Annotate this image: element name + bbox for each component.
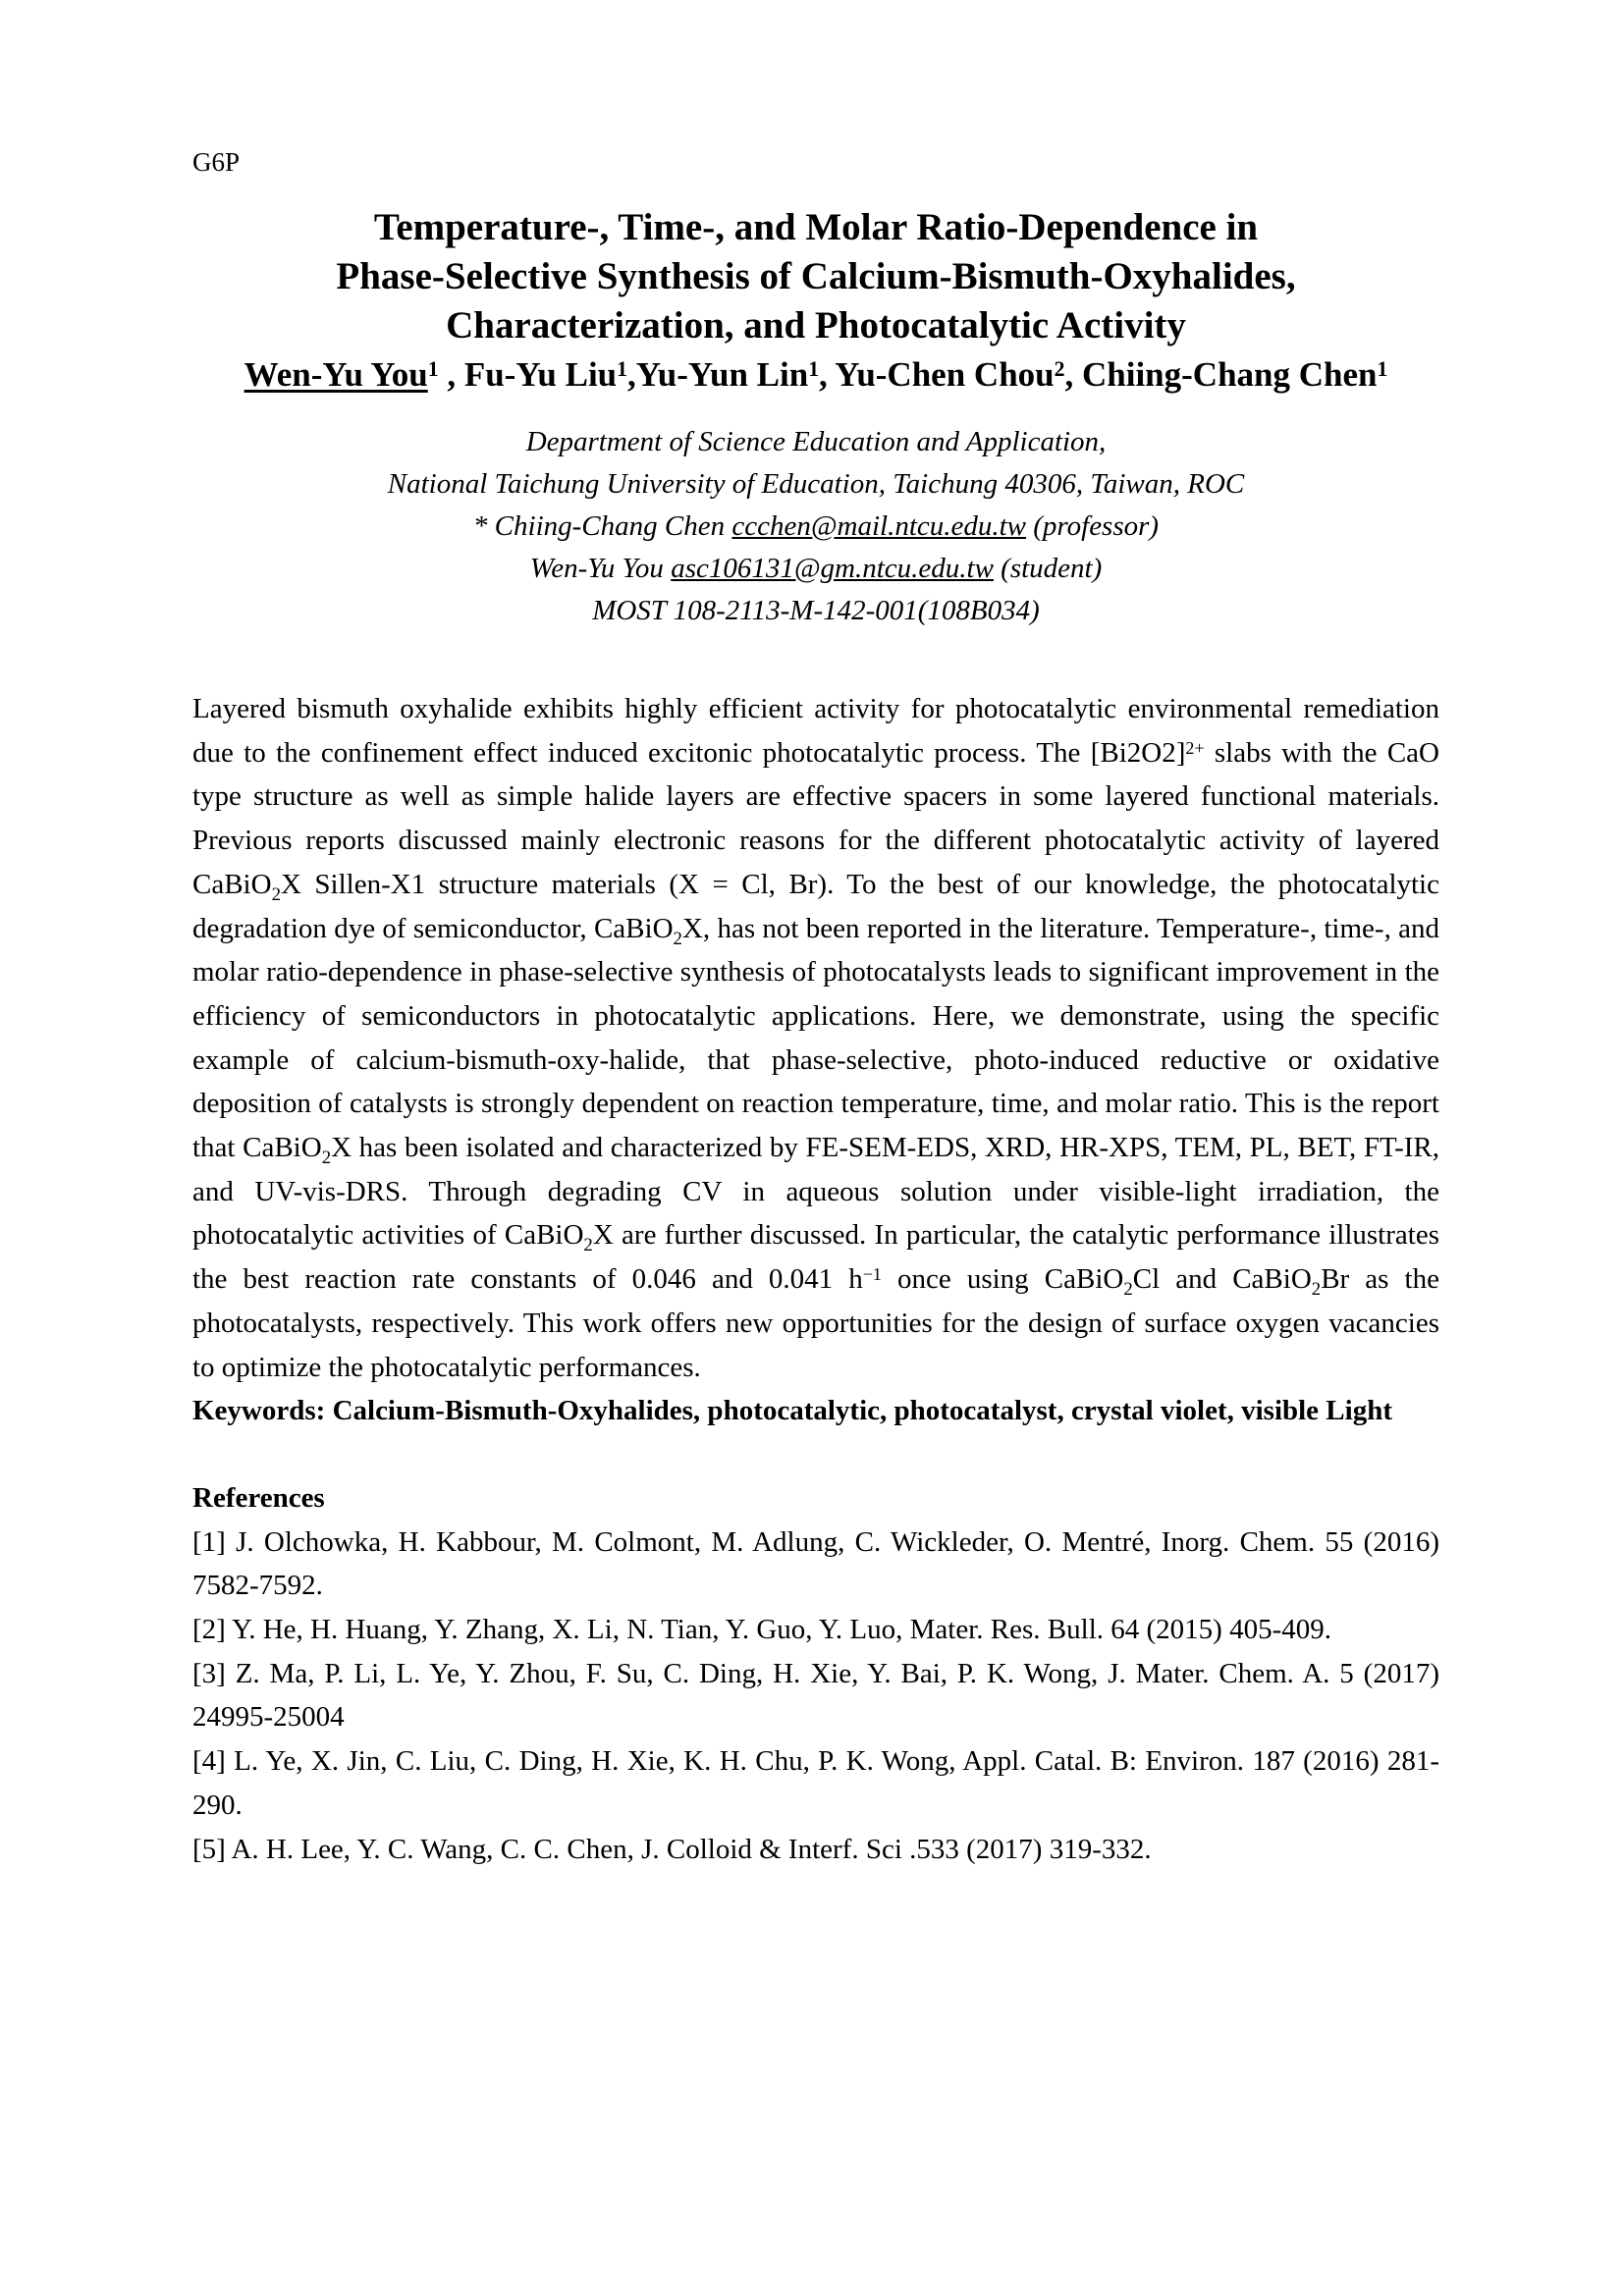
- subscript: 2: [583, 1235, 593, 1256]
- author-list: [192, 350, 1439, 400]
- author-affil-mark: 1: [1377, 357, 1388, 382]
- reference-item: [5] A. H. Lee, Y. C. Wang, C. C. Chen, J. Colloid & Interf. Sci .533 (2017) 319-332.: [192, 1833, 1152, 1865]
- author-separator: ,: [626, 355, 636, 394]
- abstract-text: slabs with the CaO type structure as well as simple halide layers are effective spacers in some layered functional materials. Previous reports discussed mainly electronic reasons for the different photocatalytic activity of layered CaBiO: [192, 736, 1439, 900]
- author-presenter: Wen-Yu You: [244, 355, 428, 394]
- abstract-text: once using CaBiO: [881, 1263, 1124, 1296]
- author-affil-mark: 2: [1054, 357, 1065, 382]
- affiliation-block: [192, 421, 1439, 632]
- reference-item: [1] J. Olchowka, H. Kabbour, M. Colmont, M. Adlung, C. Wickleder, O. Mentré, Inorg. Chem. 55 (2016) 7582-7592.: [192, 1525, 1439, 1602]
- title-line-3: Characterization, and Photocatalytic Activity: [446, 304, 1186, 347]
- abstract-text: Br as the photocatalysts, respectively. This work offers new opportunities for the design of surface oxygen vacancies to optimize the photocatalytic performances.: [192, 1263, 1439, 1383]
- affiliation-department: Department of Science Education and Application,: [525, 426, 1107, 457]
- session-code: G6P: [192, 147, 241, 177]
- affiliation-university: National Taichung University of Education, Taichung 40306, Taiwan, ROC: [387, 468, 1245, 500]
- subscript: 2: [271, 883, 281, 905]
- paper-title: [192, 203, 1439, 350]
- unit-superscript: −1: [862, 1264, 882, 1285]
- email-link[interactable]: ccchen@mail.ntcu.edu.tw: [731, 510, 1027, 542]
- abstract-text: X Sillen-X1 structure materials (X = Cl, Br). To the best of our knowledge, the photocatalytic degradation dye of semiconductor, CaBiO: [192, 868, 1439, 944]
- subscript: 2: [673, 928, 682, 949]
- author-separator: ,: [1064, 355, 1082, 394]
- references-heading: References: [192, 1481, 325, 1514]
- abstract-text: X has been isolated and characterized by FE-SEM-EDS, XRD, HR-XPS, TEM, PL, BET, FT-IR, and UV-vis-DRS. Through degrading CV in aqueous solution under visible-light irradiation, the photocatalytic activities of CaBiO: [192, 1132, 1439, 1252]
- abstract-text: Layered bismuth oxyhalide exhibits highly efficient activity for photocatalytic environmental remediation due to the confinement effect induced excitonic photocatalytic process. The [Bi2O2]: [192, 693, 1439, 769]
- contact-role: (professor): [1026, 510, 1160, 542]
- abstract-text: X are further discussed. In particular, the catalytic performance illustrates the best reaction rate constants of 0.046 and 0.041 h: [192, 1219, 1439, 1296]
- contact-professor: [192, 506, 1439, 548]
- author-affil-mark: 1: [808, 357, 820, 382]
- abstract-text: X, has not been reported in the literature. Temperature-, time-, and molar ratio-dependence in phase-selective synthesis of photocatalysts leads to significant improvement in the efficiency of semiconductors in photocatalytic applications. Here, we demonstrate, using the specific example of calcium-bismuth-oxy-halide, that phase-selective, photo-induced reductive or oxidative deposition of catalysts is strongly dependent on reaction temperature, time, and molar ratio. This is the report that CaBiO: [192, 912, 1440, 1164]
- contact-role: (student): [993, 553, 1103, 584]
- subscript: 2: [1311, 1278, 1322, 1300]
- title-line-2: Phase-Selective Synthesis of Calcium-Bismuth-Oxyhalides,: [336, 255, 1296, 297]
- keywords: Keywords: Calcium-Bismuth-Oxyhalides, photocatalytic, photocatalyst, crystal violet, visible Light: [192, 1395, 1392, 1427]
- paper-page: [192, 147, 1439, 1871]
- author-name: Chiing-Chang Chen: [1081, 355, 1378, 394]
- subscript: 2: [1123, 1278, 1133, 1300]
- contact-name: * Chiing-Chang Chen: [472, 510, 732, 542]
- grant-number: MOST 108-2113-M-142-001(108B034): [592, 595, 1040, 626]
- author-name: Fu-Yu Liu: [463, 355, 618, 394]
- title-line-1: Temperature-, Time-, and Molar Ratio-Dependence in: [373, 206, 1259, 248]
- abstract-text: Cl and CaBiO: [1132, 1263, 1312, 1296]
- contact-name: Wen-Yu You: [529, 553, 672, 584]
- email-link[interactable]: asc106131@gm.ntcu.edu.tw: [671, 553, 994, 584]
- charge-superscript: 2+: [1185, 737, 1205, 758]
- reference-item: [2] Y. He, H. Huang, Y. Zhang, X. Li, N. Tian, Y. Guo, Y. Luo, Mater. Res. Bull. 64 (2015) 405-409.: [192, 1614, 1331, 1646]
- contact-student: [192, 548, 1439, 590]
- reference-item: [4] L. Ye, X. Jin, C. Liu, C. Ding, H. Xie, K. H. Chu, P. K. Wong, Appl. Catal. B: Environ. 187 (2016) 281-290.: [192, 1745, 1439, 1821]
- author-affil-mark: 1: [427, 357, 439, 382]
- author-separator: ,: [819, 355, 836, 394]
- abstract-paragraph: [192, 687, 1439, 1389]
- author-separator: ,: [438, 355, 464, 394]
- author-affil-mark: 1: [617, 357, 627, 382]
- subscript: 2: [321, 1147, 332, 1168]
- author-name: Yu-Chen Chou: [835, 355, 1055, 394]
- reference-item: [3] Z. Ma, P. Li, L. Ye, Y. Zhou, F. Su, C. Ding, H. Xie, Y. Bai, P. K. Wong, J. Mater. Chem. A. 5 (2017) 24995-25004: [192, 1657, 1439, 1734]
- author-name: Yu-Yun Lin: [635, 355, 809, 394]
